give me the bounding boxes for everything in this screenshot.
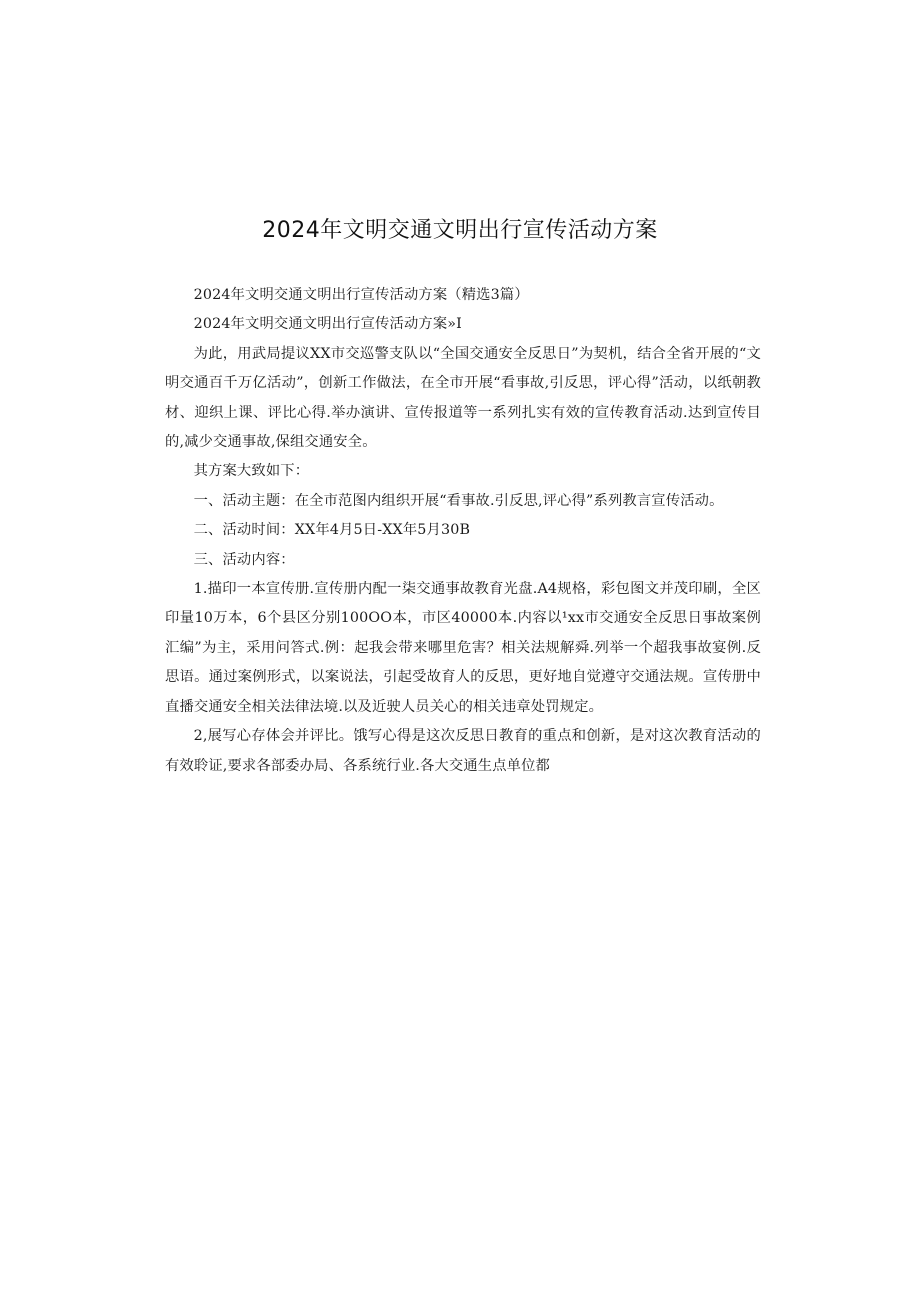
document-body — [165, 281, 761, 781]
paragraph-item-1: 1.描印一本宣传册.宣传册内配一柒交通事故教育光盘.A4规格，彩包图文并茂印刷，全区印量10万本，6个县区分别100OO本，市区40000本.内容以¹xx市交通安全反思日事故案例汇编”为主，采用问答式.例：起我会带来哪里危害？相关法规解舜.列举一个超我事故宴例.反思语。通过案例形式，以案说法，引起受故育人的反思，更好地自觉遵守交通法规。宣传册中直播交通安全相关法律法境.以及近驶人员关心的相关违章处罚规定。 — [165, 581, 761, 715]
paragraph-section-heading: 2024年文明交通文明出行宣传活动方案»I — [193, 316, 462, 333]
paragraph-activity-content-heading: 三、活动内容： — [193, 551, 295, 568]
paragraph-subtitle: 2024年文明交通文明出行宣传活动方案（精选3篇） — [193, 287, 529, 303]
paragraph-activity-time: 二、活动时间：XX年4月5日-XX年5月30B — [193, 522, 471, 539]
paragraph-item-2: 2,展写心存体会并评比。饿写心得是这次反思日教育的重点和创新，是对这次教育活动的有效聆证,要求各部委办局、各系统行业.各大交通生点单位都 — [165, 728, 761, 774]
paragraph-activity-theme: 一、活动主题：在全市范图内组织开展“看事故.引反思,评心得”系列教言宣传活动。 — [193, 492, 724, 509]
paragraph-intro: 为此，用武局提议XX市交巡警支队以“全国交通安全反思日”为契机，结合全省开展的“文明交通百千万亿活动”，创新工作做法，在全市开展“看事故,引反思，评心得”活动，以纸朝教材、迎织上课、评比心得.举办演讲、宣传报道等一系列扎实有效的宣传教育活动.达到宣传目的,减少交通事故,保组交通安全。 — [165, 345, 761, 451]
paragraph-plan-summary: 其方案大致如下： — [193, 463, 310, 480]
document-title: 2024年文明交通文明出行宣传活动方案 — [262, 218, 658, 243]
